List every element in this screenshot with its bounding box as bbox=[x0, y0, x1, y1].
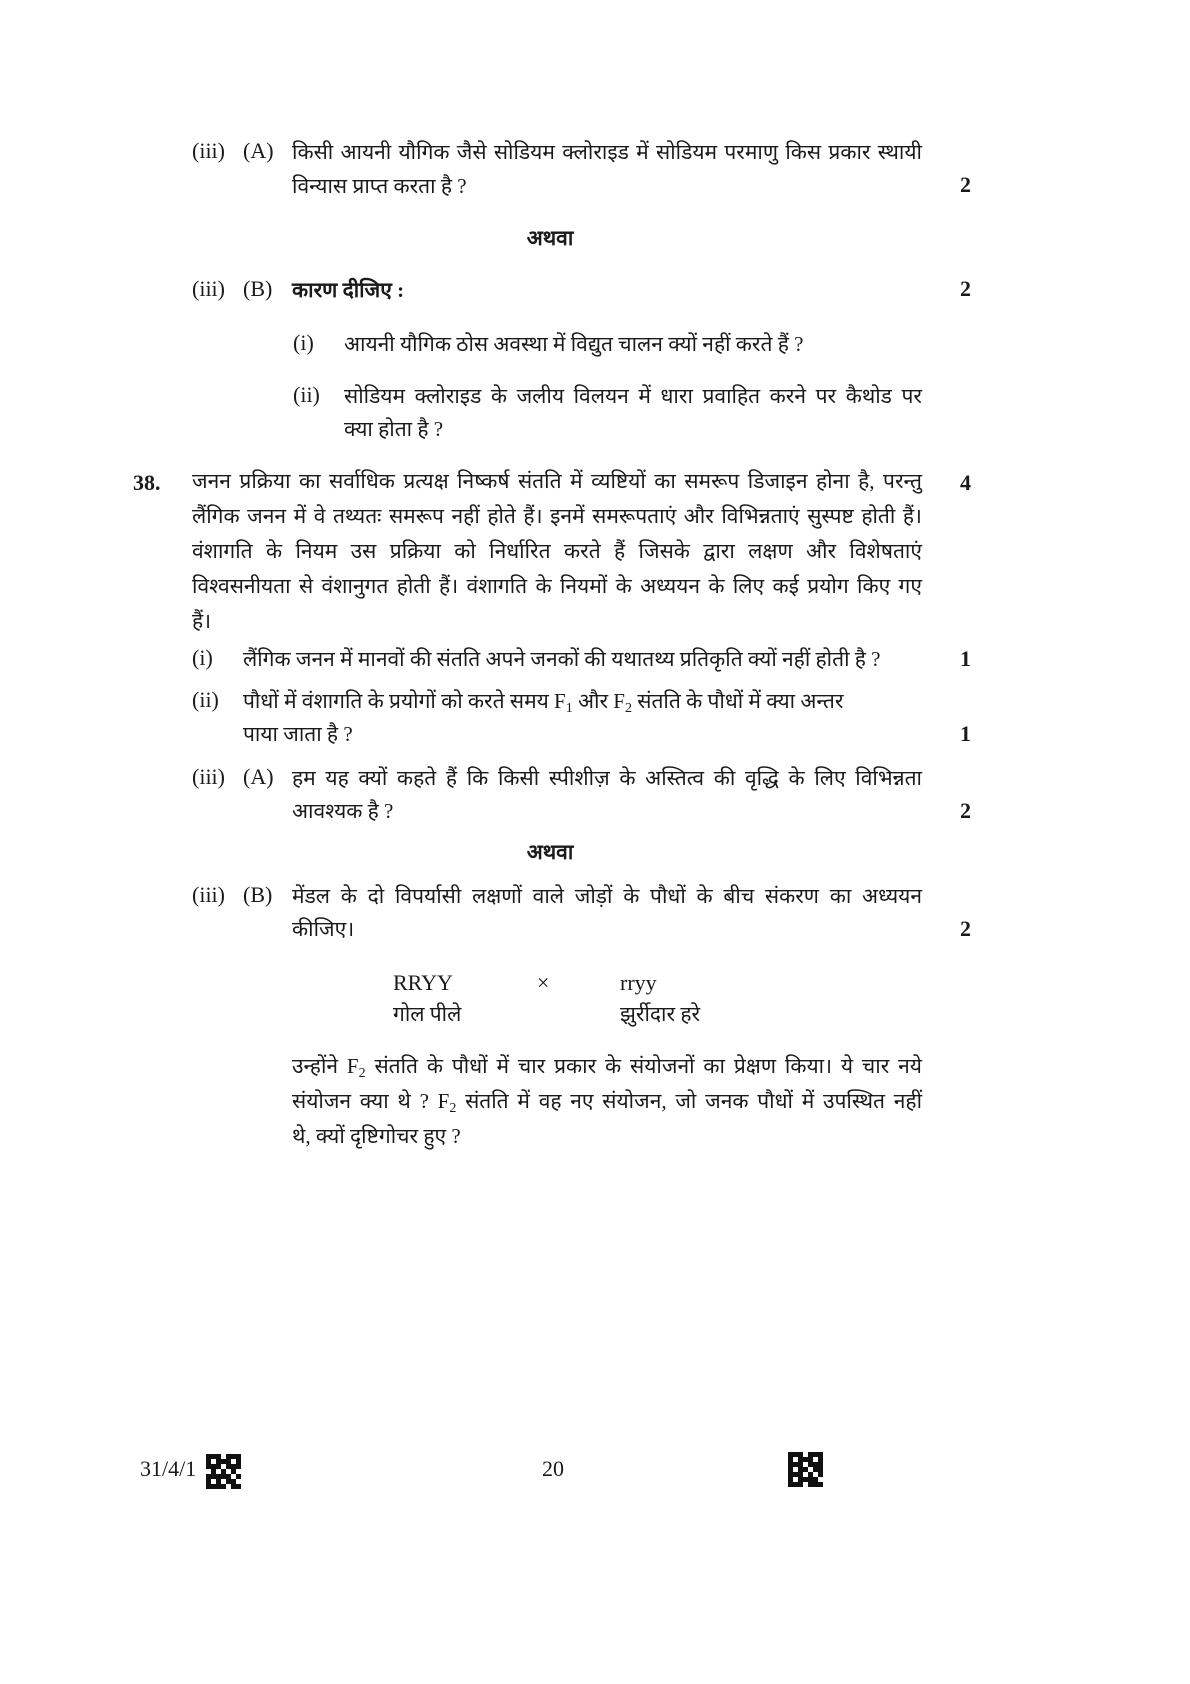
q38-para-line4: विश्वसनीयता से वंशानुगत होती हैं। वंशागति के नियमों के अध्ययन के लिए कई प्रयोग किए गए bbox=[192, 574, 922, 598]
q37-iiiA-sublabel: (A) bbox=[243, 138, 274, 163]
q37-iiiB-marks: 2 bbox=[960, 276, 971, 301]
q38-iiiB-sublabel: (B) bbox=[243, 882, 273, 907]
q38-iiiA-sublabel: (A) bbox=[243, 764, 274, 789]
q37-iiiB-ii-line1: सोडियम क्लोराइड के जलीय विलयन में धारा प्रवाहित करने पर कैथोड पर bbox=[344, 384, 922, 408]
or-separator-2: अथवा bbox=[526, 840, 574, 864]
q37-iiiB-title: कारण दीजिए : bbox=[292, 278, 405, 302]
q38-iiiA-line1: हम यह क्यों कहते हैं कि किसी स्पीशीज़ के अस्तित्व की वृद्धि के लिए विभिन्नता bbox=[292, 766, 922, 790]
q38-ii-line2: पाया जाता है ? bbox=[243, 722, 353, 746]
q38-number: 38. bbox=[133, 470, 161, 495]
q38-iiiA-marks: 2 bbox=[960, 798, 971, 823]
q37-iiiA-marks: 2 bbox=[960, 172, 971, 197]
q38-iiiB-label: (iii) bbox=[192, 882, 225, 907]
q38-iiiA-line2: आवश्यक है ? bbox=[292, 799, 394, 823]
follow-line2 bbox=[292, 1087, 922, 1115]
q38-iiiA-label: (iii) bbox=[192, 764, 225, 789]
q38-ii-text-a: पौधों में वंशागति के प्रयोगों को करते समय F bbox=[243, 689, 566, 713]
follow-line1-a: उन्होंने F bbox=[292, 1054, 359, 1078]
subscript-1: 1 bbox=[565, 701, 573, 716]
q37-iiiB-i-text: आयनी यौगिक ठोस अवस्था में विद्युत चालन क्यों नहीं करते हैं ? bbox=[344, 332, 804, 356]
qr-code-icon bbox=[788, 1452, 823, 1487]
paper-code: 31/4/1 bbox=[140, 1456, 197, 1481]
q38-i-marks: 1 bbox=[960, 646, 971, 671]
q37-iiiB-i-label: (i) bbox=[293, 330, 314, 355]
parent1-genotype: RRYY bbox=[393, 970, 453, 995]
follow-line1 bbox=[292, 1052, 922, 1080]
q38-ii-line1 bbox=[243, 687, 923, 715]
subscript-2: 2 bbox=[449, 1101, 457, 1116]
q38-iiiB-line1: मेंडल के दो विपर्यासी लक्षणों वाले जोड़ों के पौधों के बीच संकरण का अध्ययन bbox=[292, 884, 922, 908]
cross-symbol: × bbox=[537, 970, 550, 995]
q37-iiiA-line2: विन्यास प्राप्त करता है ? bbox=[292, 174, 467, 198]
q38-i-text: लैंगिक जनन में मानवों की संतति अपने जनकों की यथातथ्य प्रतिकृति क्यों नहीं होती है ? bbox=[243, 647, 881, 671]
q37-iiiA-line1: किसी आयनी यौगिक जैसे सोडियम क्लोराइड में सोडियम परमाणु किस प्रकार स्थायी bbox=[292, 140, 922, 164]
follow-line1-b: संतति के पौधों में चार प्रकार के संयोजनों का प्रेक्षण किया। ये चार नये bbox=[365, 1054, 922, 1078]
q38-para-line3: वंशागति के नियम उस प्रक्रिया को निर्धारित करते हैं जिसके द्वारा लक्षण और विशेषताएं bbox=[192, 539, 922, 563]
q38-para-line2: लैंगिक जनन में वे तथ्यतः समरूप नहीं होते हैं। इनमें समरूपताएं और विभिन्नताएं सुस्पष्ट होती हैं। bbox=[192, 504, 922, 528]
q37-iiiB-ii-label: (ii) bbox=[293, 382, 320, 407]
q38-para-line5: हैं। bbox=[192, 609, 212, 633]
q38-ii-label: (ii) bbox=[192, 687, 219, 712]
q38-para-line1: जनन प्रक्रिया का सर्वाधिक प्रत्यक्ष निष्कर्ष संतति में व्यष्टियों का समरूप डिजाइन होना है, परन्तु bbox=[192, 469, 922, 493]
follow-line2-a: संयोजन क्या थे ? F bbox=[292, 1089, 450, 1113]
q37-iiiA-label: (iii) bbox=[192, 138, 225, 163]
q37-iiiB-label: (iii) bbox=[192, 276, 225, 301]
or-separator-1: अथवा bbox=[526, 226, 574, 250]
subscript-2: 2 bbox=[625, 701, 632, 716]
q38-i-label: (i) bbox=[192, 645, 213, 670]
q38-iiiB-line2: कीजिए। bbox=[292, 917, 355, 941]
q37-iiiB-sublabel: (B) bbox=[243, 276, 273, 301]
q38-ii-line1-text bbox=[243, 687, 843, 715]
q37-iiiB-ii-line2: क्या होता है ? bbox=[344, 417, 444, 441]
q38-iiiB-marks: 2 bbox=[960, 916, 971, 941]
follow-line2-b: संतति में वह नए संयोजन, जो जनक पौधों में उपस्थित नहीं bbox=[456, 1089, 923, 1113]
qr-code-icon bbox=[206, 1454, 241, 1489]
follow-line3: थे, क्यों दृष्टिगोचर हुए ? bbox=[292, 1124, 461, 1148]
q38-marks: 4 bbox=[960, 470, 971, 495]
parent2-genotype: rryy bbox=[620, 970, 657, 995]
q38-ii-marks: 1 bbox=[960, 721, 971, 746]
parent2-phenotype: झुर्रीदार हरे bbox=[620, 1002, 701, 1026]
q38-ii-text-c: संतति के पौधों में क्या अन्तर bbox=[632, 689, 844, 713]
parent1-phenotype: गोल पीले bbox=[393, 1002, 462, 1026]
page-number: 20 bbox=[542, 1456, 564, 1481]
q38-ii-text-b: और F bbox=[572, 689, 625, 713]
subscript-2: 2 bbox=[358, 1066, 366, 1081]
